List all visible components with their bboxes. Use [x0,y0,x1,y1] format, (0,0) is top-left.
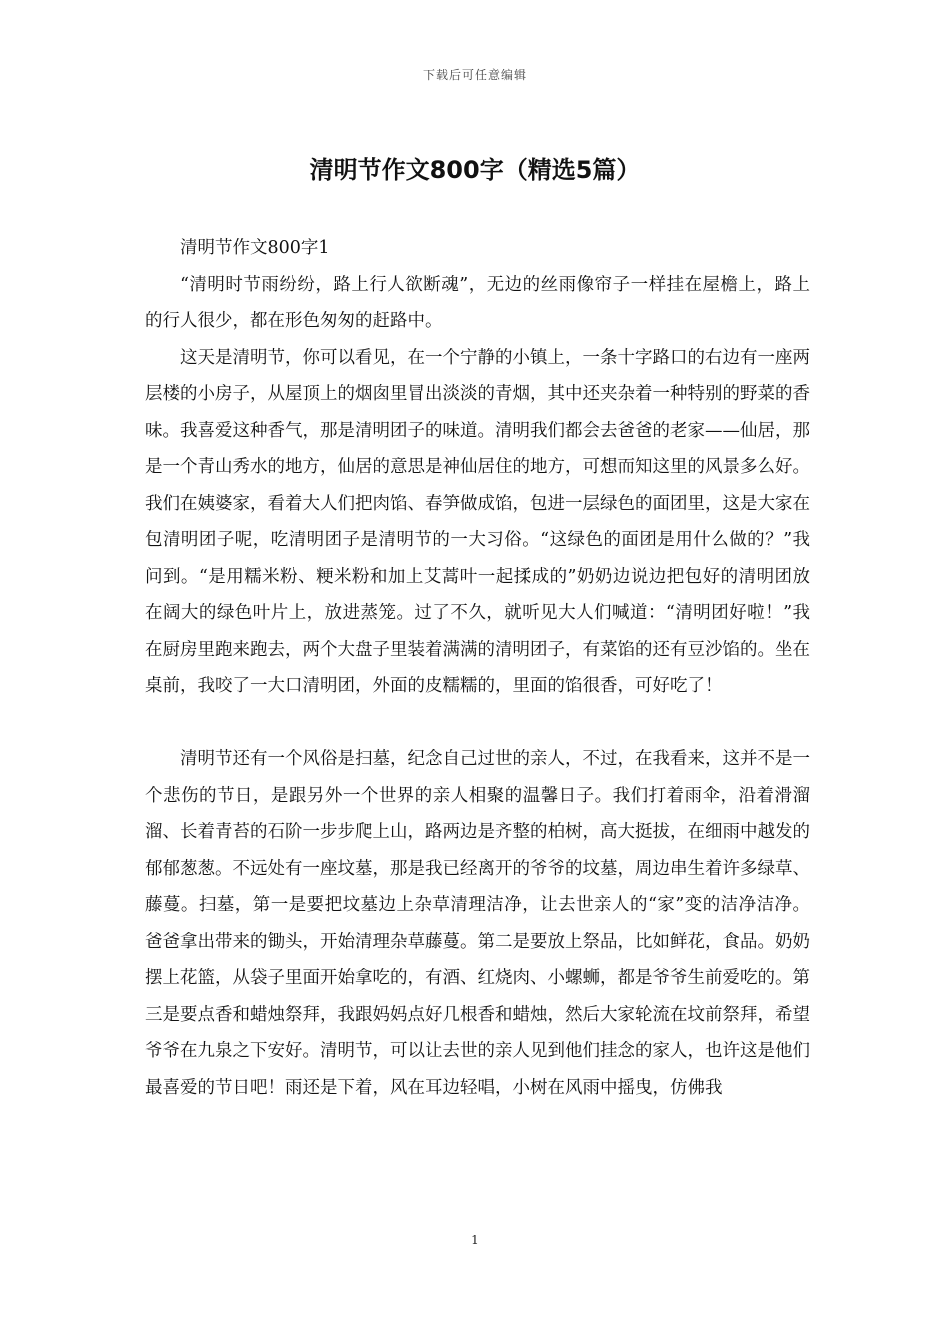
document-title: 清明节作文800字（精选5篇） [309,156,641,184]
paragraph-3: 清明节还有一个风俗是扫墓，纪念自己过世的亲人，不过，在我看来，这并不是一个悲伤的节日，是跟另外一个世界的亲人相聚的温馨日子。我们打着雨伞，沿着滑溜溜、长着青苔的石阶一步步爬上山，路两边是齐整的柏树，高大挺拔，在细雨中越发的郁郁葱葱。不远处有一座坟墓，那是我已经离开的爷爷的坟墓，周边串生着许多绿草、藤蔓。扫墓，第一是要把坟墓边上杂草清理洁净，让去世亲人的“家”变的洁净洁净。爸爸拿出带来的锄头，开始清理杂草藤蔓。第二是要放上祭品，比如鲜花，食品。奶奶摆上花篮，从袋子里面开始拿吃的，有酒、红烧肉、小螺蛳，都是爷爷生前爱吃的。第三是要点香和蜡烛祭拜，我跟妈妈点好几根香和蜡烛，然后大家轮流在坟前祭拜，希望爷爷在九泉之下安好。清明节，可以让去世的亲人见到他们挂念的家人，也许这是他们最喜爱的节日吧！雨还是下着，风在耳边轻唱，小树在风雨中摇曳，仿佛我 [145,749,810,1098]
paragraph-spacer [145,705,810,742]
document-body [145,230,810,1106]
section-heading: 清明节作文800字1 [180,238,330,258]
paragraph-2: 这天是清明节，你可以看见，在一个宁静的小镇上，一条十字路口的右边有一座两层楼的小房子，从屋顶上的烟囱里冒出淡淡的青烟，其中还夹杂着一种特别的野菜的香味。我喜爱这种香气，那是清明团子的味道。清明我们都会去爸爸的老家——仙居，那是一个青山秀水的地方，仙居的意思是神仙居住的地方，可想而知这里的风景多么好。我们在姨婆家，看着大人们把肉馅、春笋做成馅，包进一层绿色的面团里，这是大家在包清明团子呢，吃清明团子是清明节的一大习俗。“这绿色的面团是用什么做的？”我问到。“是用糯米粉、粳米粉和加上艾蒿叶一起揉成的”奶奶边说边把包好的清明团放在阔大的绿色叶片上，放进蒸笼。过了不久，就听见大人们喊道：“清明团好啦！”我在厨房里跑来跑去，两个大盘子里装着满满的清明团子，有菜馅的还有豆沙馅的。坐在桌前，我咬了一大口清明团，外面的皮糯糯的，里面的馅很香，可好吃了！ [145,347,810,696]
paragraph-1: “清明时节雨纷纷，路上行人欲断魂”，无边的丝雨像帘子一样挂在屋檐上，路上的行人很少，都在形色匆匆的赶路中。 [145,274,810,331]
page-header-note: 下载后可任意编辑 [422,68,527,82]
page-number: 1 [471,1233,479,1247]
